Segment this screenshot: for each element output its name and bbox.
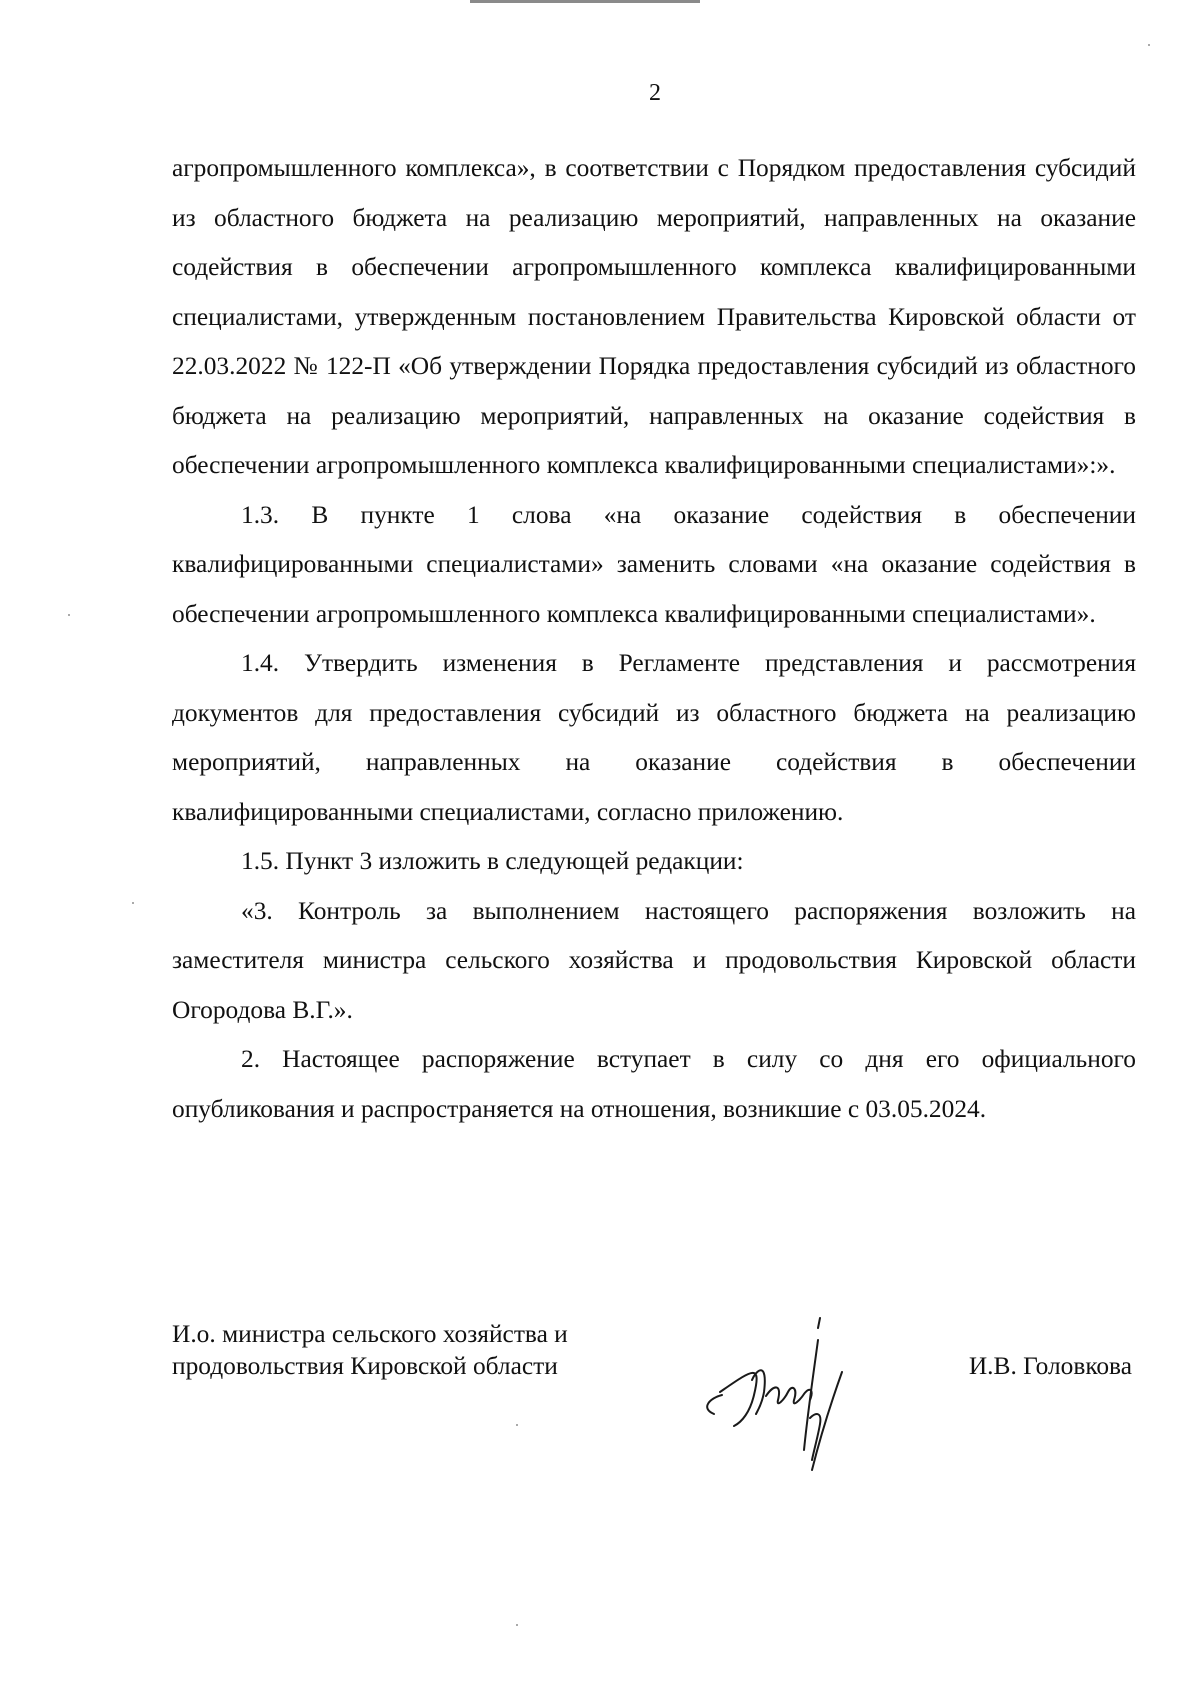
paragraph: «3. Контроль за выполнением настоящего распоряжения возложить на заместителя министра сельского хозяйства и продовольствия Кировской области Огородова В.Г.». [172, 896, 1136, 1024]
scan-speck [132, 902, 134, 904]
paragraph: 2. Настоящее распоряжение вступает в силу со дня его официального опубликования и распространяется на отношения, возникшие с 03.05.2024. [172, 1045, 1136, 1123]
scan-edge-mark [470, 0, 700, 3]
paragraph: агропромышленного комплекса», в соответствии с Порядком предоставления субсидий из областного бюджета на реализацию мероприятий, направленных на оказание содействия в обеспечении агропромышленного комплекса квалифицированными специалистами, утвержденным постановлением Правительства Кировской области от 22.03.2022 № 122-П «Об утверждении Порядка предоставления субсидий из областного бюджета на реализацию мероприятий, направленных на оказание содействия в обеспечении агропромышленного комплекса квалифицированными специалистами»:». [172, 154, 1136, 479]
page-number: 2 [649, 80, 661, 106]
paragraph: 1.5. Пункт 3 изложить в следующей редакции: [241, 847, 744, 875]
scan-speck [68, 614, 70, 616]
signatory-name: И.В. Головкова [968, 1352, 1132, 1380]
scan-speck [516, 1624, 518, 1626]
paragraph: 1.3. В пункте 1 слова «на оказание содействия в обеспечении квалифицированными специалистами» заменить словами «на оказание содействия в обеспечении агропромышленного комплекса квалифицированными специалистами». [172, 500, 1136, 628]
document-body [172, 144, 1136, 1134]
handwritten-signature [692, 1300, 882, 1480]
signatory-position [172, 1318, 642, 1382]
paragraph: 1.4. Утвердить изменения в Регламенте представления и рассмотрения документов для предоставления субсидий из областного бюджета на реализацию мероприятий, направленных на оказание содействия в обеспечении квалифицированными специалистами, согласно приложению. [172, 649, 1136, 826]
signatory-position-line: продовольствия Кировской области [172, 1352, 558, 1380]
signatory-position-line: И.о. министра сельского хозяйства и [172, 1320, 568, 1348]
scan-speck [1148, 44, 1150, 46]
signature-block [172, 1310, 1136, 1480]
